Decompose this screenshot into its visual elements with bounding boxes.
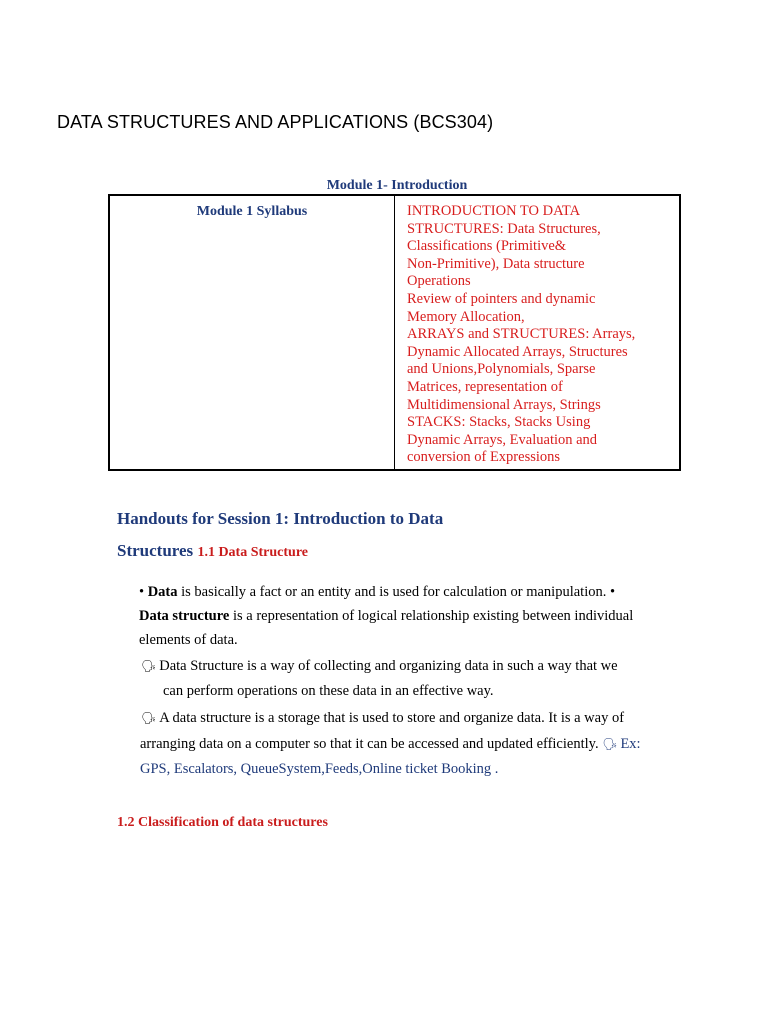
syllabus-line: ARRAYS and STRUCTURES: Arrays, [407,326,636,343]
definition-text: is a representation of logical relationship existing between individual [229,608,634,624]
bullet-icon: • [609,584,616,600]
section-2-heading: 1.2 Classification of data structures [117,815,328,830]
syllabus-line: STACKS: Stacks, Stacks Using [407,414,591,431]
point-text: arranging data on a computer so that it can be accessed and updated efficiently. [140,736,599,752]
bullet-line-2-continued: elements of data. [139,632,238,648]
point-line-1 [141,658,618,675]
point-line-2-continued [140,736,641,753]
handout-heading-word: Structures [117,541,194,560]
speaking-head-icon: 🗣 [141,711,157,725]
point-text: A data structure is a storage that is used to store and organize data. It is a way of [159,710,625,726]
bullet-line-2 [139,608,633,625]
speaking-head-icon: 🗣 [602,737,618,751]
syllabus-line: Dynamic Arrays, Evaluation and [407,431,598,448]
syllabus-line: Memory Allocation, [407,308,525,325]
handout-heading-continued [117,541,308,561]
syllabus-line: Matrices, representation of [407,378,563,395]
syllabus-line: Classifications (Primitive& [407,238,567,255]
syllabus-line: STRUCTURES: Data Structures, [407,220,601,237]
speaking-head-icon: 🗣 [141,659,157,673]
syllabus-content-cell [395,196,679,469]
point-line-2 [141,710,624,727]
definition-text: is basically a fact or an entity and is used for calculation or manipulation. [177,584,607,600]
syllabus-line: Operations [407,273,471,290]
syllabus-line: Multidimensional Arrays, Strings [407,396,601,413]
module-heading: Module 1- Introduction [326,178,468,193]
section-1-heading: 1.1 Data Structure [197,545,308,560]
handout-heading: Handouts for Session 1: Introduction to Data [117,509,444,528]
bullet-line-1 [139,584,615,601]
term-data: Data [147,584,178,600]
bullet-icon: • [139,584,145,600]
syllabus-line: Dynamic Allocated Arrays, Structures [407,343,628,360]
syllabus-line: Non-Primitive), Data structure [407,255,585,272]
examples-list: GPS, Escalators, QueueSystem,Feeds,Online ticket Booking . [140,761,499,777]
syllabus-line: conversion of Expressions [407,449,561,466]
document-title: DATA STRUCTURES AND APPLICATIONS (BCS304) [57,112,494,132]
example-label: Ex: [620,736,641,752]
point-line-1-continued: can perform operations on these data in an effective way. [163,683,494,699]
syllabus-line: INTRODUCTION TO DATA [407,203,581,219]
syllabus-label-cell: Module 1 Syllabus [110,196,395,469]
syllabus-table [108,194,681,471]
point-text: Data Structure is a way of collecting and organizing data in such a way that we [159,658,618,674]
syllabus-line: and Unions,Polynomials, Sparse [407,361,596,378]
syllabus-line: Review of pointers and dynamic [407,290,596,307]
term-data-structure: Data structure [139,608,230,624]
